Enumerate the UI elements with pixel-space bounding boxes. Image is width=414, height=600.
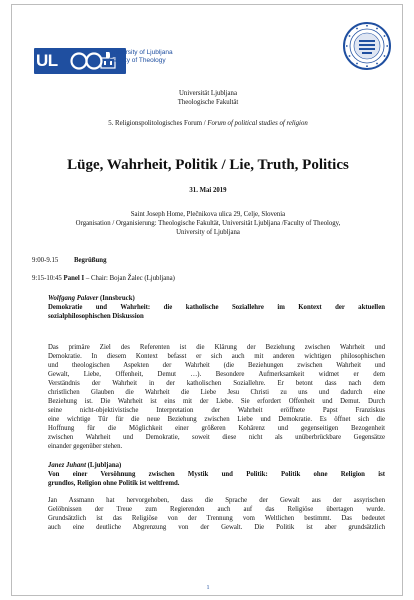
university-title: Universität Ljubljana (179, 90, 237, 97)
talk1-title (48, 303, 385, 321)
venue-line: Saint Joseph Home, Plečnikova ulica 29, Celje, Slovenia (130, 211, 286, 218)
talk1-abstract-line: Hoffnung für die Möglichkeit einer größeren Kohärenz und gegenseitigen Bezogenheit (48, 425, 385, 432)
faculty-title: Theologische Fakultät (177, 99, 239, 106)
talk2-abstract-line: Grundsätzlich ist das Religiöse von der Trennung vom Weltlichen bestimmt. Das bedeutet (48, 515, 385, 522)
university-seal-icon (342, 21, 392, 71)
talk1-abstract-line: einander gegenüber stehen. (48, 443, 123, 450)
talk2-speaker: Janez Juhant (48, 462, 86, 469)
talk2-title-line: Von einer Versöhnung zwischen Mystik und Politik: Politik ohne Religion ist (48, 471, 385, 478)
talk2-abstract (48, 496, 385, 532)
talk1-place: (Innsbruck) (98, 295, 135, 302)
logo-letters: UL (36, 51, 58, 70)
talk1-abstract (48, 343, 385, 451)
panel-label: Panel I (63, 275, 85, 282)
organisation-line-2: University of Ljubljana (176, 229, 240, 236)
forum-de: 5. Religionspolitologisches Forum / (108, 120, 208, 127)
talk2-abstract-line: auch eine deutliche Abgrenzung von der Gewalt. Die Politik ist aber grundsätzlich (48, 524, 385, 531)
talk2-title-line: grundlos, Religion ohne Politik ist weltfremd. (48, 480, 180, 487)
talk1-speaker: Wolfgang Palaver (48, 295, 99, 302)
talk1-abstract-line: Verständnis der Wahrheit in der katholischen Soziallehre. Er betont dass nach dem (48, 380, 385, 387)
event-date: 31. Mai 2019 (189, 187, 227, 194)
page-title: Lüge, Wahrheit, Politik / Lie, Truth, Politics (67, 157, 349, 173)
faculty-name-en: Faculty of Theology (109, 57, 166, 64)
panel-row (32, 274, 175, 283)
organisation-line: Organisation / Organisierung: Theologische Fakultät, Universität Ljubljana /Faculty of Theology, (75, 220, 341, 227)
welcome-label: Begrüßung (74, 257, 107, 264)
talk1-abstract-line: christlichen Glauben die Wahrheit die Liebe Jesu Christi zu uns und dadurch eine (48, 389, 385, 396)
talk1-abstract-line: Beziehung ist. Die Wahrheit ist eins mit der Liebe. Sie erfordert Offenheit und Demut. Durch (48, 398, 385, 405)
page-number: 1 (206, 585, 210, 591)
talk2-speaker-line (48, 461, 385, 470)
talk1-abstract-line: Gewalt, Liebe, Offenheit, Demut …). Besondere Aufmerksamkeit widmet er dem (48, 371, 385, 378)
document-page (11, 4, 403, 596)
talk2-abstract-line: Jan Assmann hat hervorgehoben, dass die Sprache der Gewalt aus der assyrischen (48, 497, 385, 504)
panel-time: 9:15-10:45 (32, 275, 62, 282)
forum-en: Forum of political studies of religion (207, 120, 308, 127)
talk1-abstract-line: eine wichtige Tür für die neue Beziehung zwischen Liebe und Demokratie. Es öffnet sich die (48, 416, 385, 423)
talk2-title (48, 470, 385, 488)
talk1-abstract-line: zwischen Wahrheit und Demokratie, soweit diese nicht als unüberbrückbare Gegensätze (48, 434, 385, 441)
talk1-abstract-line: Das primäre Ziel des Referenten ist die Klärung der Beziehung zwischen Wahrheit und (48, 344, 385, 351)
forum-line (32, 119, 384, 128)
panel-chair: – Chair: Bojan Žalec (Ljubljana) (84, 275, 175, 282)
talk2-abstract-line: Gelöbnissen der Treue zum Regierenden auch auf das Religiöse übertagen wurde. (48, 506, 385, 513)
talk1-abstract-line: seine nicht-objektivistische Interpretation der Wahrheit eröffnete Papst Franziskus (48, 407, 385, 414)
talk1-abstract-line: und theologischen Aspekten der Wahrheit (die Beziehungen zwischen Wahrheit und (48, 362, 385, 369)
welcome-time: 9:00-9.15 (32, 257, 59, 264)
talk1-title-line: sozialphilosophischen Diskussion (48, 313, 144, 320)
university-name-block (109, 49, 214, 65)
talk2-place: (Ljubljana) (85, 462, 122, 469)
talk1-title-line: Demokratie und Wahrheit: die katholische Soziallehre im Kontext der aktuellen (48, 304, 385, 311)
talk1-speaker-line (48, 294, 385, 303)
talk1-abstract-line: Demokratie. In diesem Kontext befasst er sich auch mit anderen wichtigen philosophischen (48, 353, 385, 360)
university-name-en: University of Ljubljana (109, 49, 173, 56)
